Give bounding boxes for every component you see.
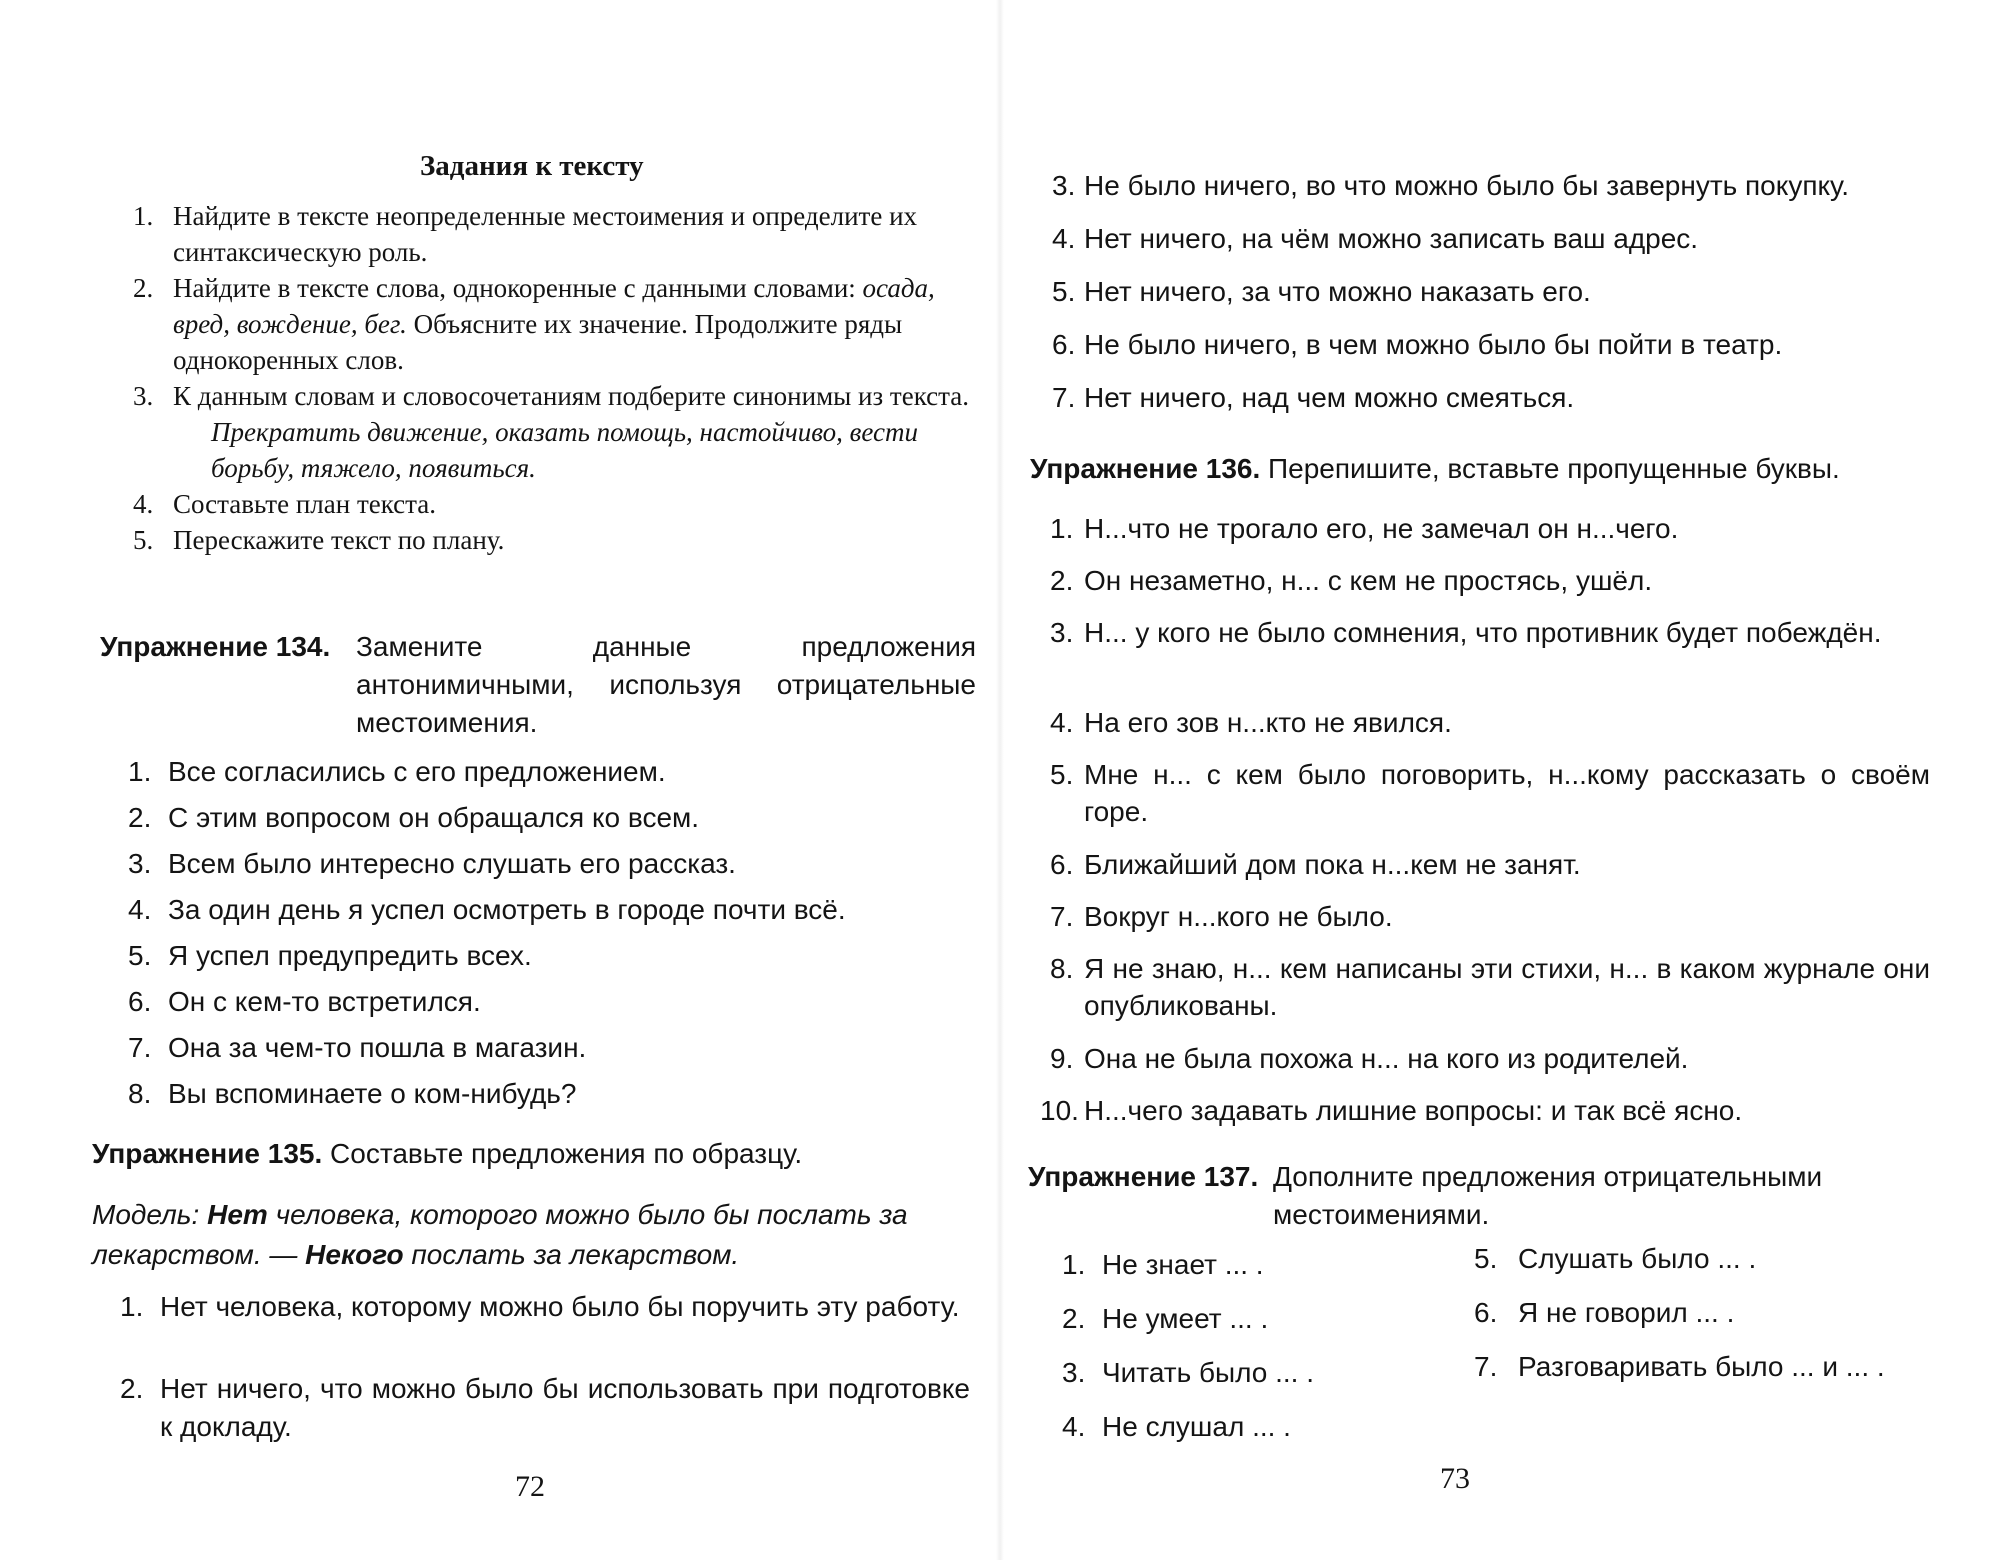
list-item: 5. Я успел предупредить всех.	[128, 940, 532, 971]
exercise-134-desc: Замените данные предложения антонимичными, используя отрицательные местоимения.	[356, 631, 976, 738]
list-item: 3. Не было ничего, во что можно было бы завернуть покупку.	[1052, 170, 1850, 201]
list-item: 3. Всем было интересно слушать его рассказ.	[128, 848, 736, 879]
list-item: 6. Он с кем-то встретился.	[128, 986, 481, 1017]
task-item: 2. Найдите в тексте слова, однокоренные с данными словами: осада, вред, вождение, бег. Объясните их значение. Продолжите ряды однокоренных слов.	[133, 273, 935, 375]
list-item: 7. Разговаривать было ... и ... .	[1474, 1351, 1885, 1382]
list-item: 8. Я не знаю, н... кем написаны эти стихи, н... в каком журнале они опубликованы.	[1050, 953, 1930, 1021]
list-item: 3. Читать было ... .	[1062, 1357, 1315, 1388]
exercise-134-list	[128, 752, 968, 1120]
exercise-135-list	[120, 1288, 970, 1452]
list-item: 5. Слушать было ... .	[1474, 1243, 1757, 1274]
list-item: 1. Все согласились с его предложением.	[128, 756, 666, 787]
list-item: 2. Нет ничего, что можно было бы использовать при подготовке к докладу.	[120, 1373, 970, 1442]
list-item: 8. Вы вспоминаете о ком-нибудь?	[128, 1078, 577, 1109]
page-number-right: 73	[1440, 1462, 1470, 1495]
list-item: 9. Она не была похожа н... на кого из родителей.	[1050, 1043, 1689, 1074]
list-item: 1. Не знает ... .	[1062, 1249, 1264, 1280]
list-item: 2. С этим вопросом он обращался ко всем.	[128, 802, 700, 833]
exercise-137-desc: Дополните предложения отрицательными местоимениями.	[1273, 1161, 1823, 1230]
exercise-135-continued-list	[1052, 166, 1932, 431]
list-item: 4. За один день я успел осмотреть в городе почти всё.	[128, 894, 846, 925]
task-item: 3. К данным словам и словосочетаниям подберите синонимы из текста. Прекратить движение, оказать помощь, настойчиво, вести борьбу, тяжело, появиться.	[133, 378, 993, 486]
synonym-words: Прекратить движение, оказать помощь, настойчиво, вести борьбу, тяжело, появиться.	[211, 417, 918, 483]
tasks-heading: Задания к тексту	[420, 150, 644, 182]
exercise-135-header	[92, 1135, 972, 1173]
list-item: 4. Не слушал ... .	[1062, 1411, 1291, 1442]
list-item: 1. Н...что не трогало его, не замечал он н...чего.	[1050, 513, 1679, 544]
task-item: 1. Найдите в тексте неопределенные местоимения и определите их синтаксическую роль.	[133, 201, 918, 267]
list-item: 5. Мне н... с кем было поговорить, н...кому рассказать о своём горе.	[1050, 759, 1930, 827]
list-item: 2. Он незаметно, н... с кем не простясь, ушёл.	[1050, 565, 1653, 596]
exercise-137-title: Упражнение 137.	[1028, 1161, 1259, 1192]
list-item: 5. Нет ничего, за что можно наказать его.	[1052, 276, 1591, 307]
exercise-136-header	[1030, 450, 1950, 488]
list-item: 10. Н...чего задавать лишние вопросы: и так всё ясно.	[1040, 1095, 1743, 1126]
task-item: 5. Перескажите текст по плану.	[133, 525, 505, 555]
list-item: 6. Не было ничего, в чем можно было бы пойти в театр.	[1052, 329, 1783, 360]
list-item: 6. Ближайший дом пока н...кем не занят.	[1050, 849, 1581, 880]
list-item: 7. Нет ничего, над чем можно смеяться.	[1052, 382, 1575, 413]
exercise-136-desc: Перепишите, вставьте пропущенные буквы.	[1268, 453, 1840, 484]
list-item: 3. Н... у кого не было сомнения, что противник будет побеждён.	[1050, 617, 1882, 648]
right-page	[1000, 0, 2000, 1560]
exercise-136-list	[1040, 510, 1930, 1144]
exercise-137-col-2	[1474, 1239, 1934, 1401]
exercise-136-title: Упражнение 136.	[1030, 453, 1261, 484]
list-item: 6. Я не говорил ... .	[1474, 1297, 1735, 1328]
exercise-134-title: Упражнение 134.	[100, 631, 331, 662]
list-item: 7. Вокруг н...кого не было.	[1050, 901, 1393, 932]
list-item: 4. Нет ничего, на чём можно записать ваш адрес.	[1052, 223, 1699, 254]
list-item: 2. Не умеет ... .	[1062, 1303, 1269, 1334]
exercise-135-title: Упражнение 135.	[92, 1138, 323, 1169]
page-number-left: 72	[515, 1470, 545, 1503]
exercise-135-model: Модель: Нет человека, которого можно было бы послать за лекарством. — Некого послать за лекарством.	[92, 1199, 908, 1270]
list-item: 4. На его зов н...кто не явился.	[1050, 707, 1452, 738]
list-item: 1. Нет человека, которому можно было бы поручить эту работу.	[120, 1291, 960, 1322]
exercise-135-desc: Составьте предложения по образцу.	[330, 1138, 803, 1169]
list-item: 7. Она за чем-то пошла в магазин.	[128, 1032, 587, 1063]
task-item: 4. Составьте план текста.	[133, 489, 437, 519]
exercise-137-col-1	[1062, 1245, 1462, 1461]
tasks-list	[133, 198, 993, 558]
